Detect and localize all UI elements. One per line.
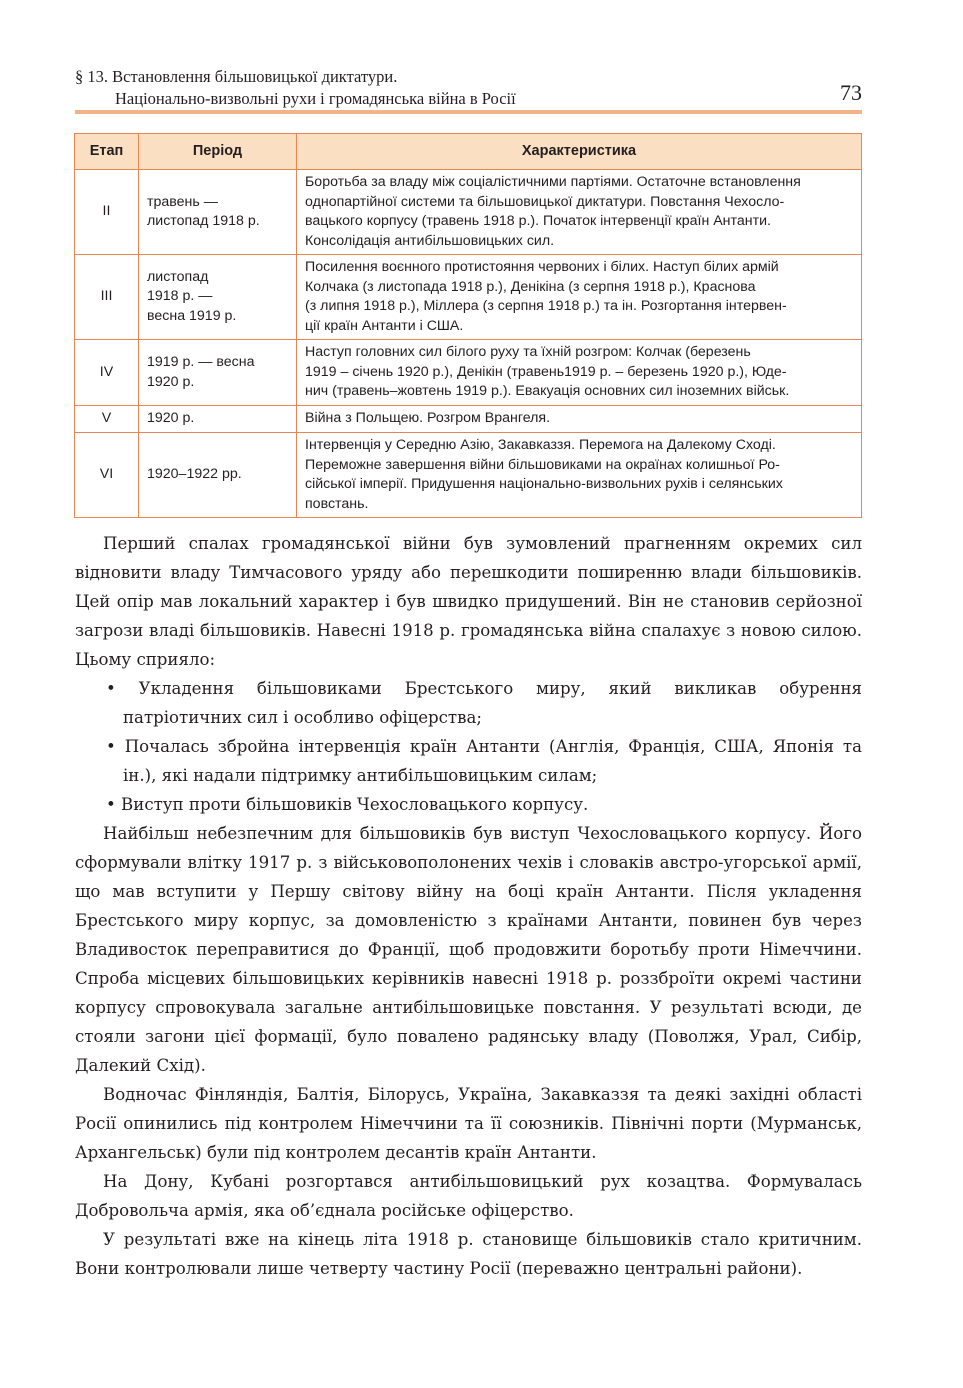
period-line: листопад 1918 р.: [147, 213, 260, 229]
characteristic-line: Боротьба за владу між соціалістичними партіями. Остаточне встановлення: [305, 174, 801, 190]
characteristic-line: (з липня 1918 р.), Міллера (з серпня 1918 р.) та ін. Розгортання інтервен-: [305, 298, 787, 314]
civil-war-stages-table: [74, 133, 862, 518]
period-line: 1919 р. — весна: [147, 354, 255, 370]
stage-cell: IV: [75, 340, 139, 406]
characteristic-line: Колчака (з листопада 1918 р.), Денікіна (з серпня 1918 р.), Краснова: [305, 278, 756, 295]
characteristic-line: ції країн Антанти і США.: [305, 317, 464, 334]
period-line: 1920 р.: [147, 410, 195, 427]
characteristic-line: повстань.: [305, 495, 369, 512]
paragraph: Водночас Фінляндія, Балтія, Білорусь, Україна, Закавказзя та деякі західні області Росії опинились під контролем Німеччини та її союзників. Північні порти (Мурманськ, Архангельськ) були під контролем десантів країн Антанти.: [75, 1085, 862, 1162]
period-line: листопад: [147, 268, 209, 285]
characteristic-line: однопартійної системи та більшовицької диктатури. Повстання Чехосло-: [305, 193, 785, 210]
paragraph: Перший спалах громадянської війни був зумовлений прагненням окремих сил відновити владу Тимчасового уряду або перешкодити поширенню влади більшовиків. Цей опір мав локальний характер і був швидко придушений. Він не становив серйозної загрози владі більшовиків. Навесні 1918 р. громадянська війна спалахує з новою силою. Цьому сприяло:: [75, 534, 862, 669]
period-cell: [139, 406, 297, 433]
paragraph: На Дону, Кубані розгортався антибільшовицький рух козацтва. Формувалась Добровольча армія, яка об’єднала російське офіцерство.: [75, 1172, 862, 1220]
paragraph: Найбільш небезпечним для більшовиків був виступ Чехословацького корпусу. Його сформували влітку 1917 р. з військовополонених чехів і словаків австро-угорської армії, що мав вступити у Першу світову війну на боці країн Антанти. Після укладення Брестського миру корпус, за домовленістю з країнами Антанти, повинен був через Владивосток переправитися до Франції, щоб продовжити боротьбу проти Німеччини. Спроба місцевих більшовицьких керівників навесні 1918 р. роззброїти окремі частини корпусу спровокувала загальне антибільшовицьке повстання. У результаті всюди, де стояли загони цієї формації, було повалено радянську владу (Поволжя, Урал, Сибір, Далекий Схід).: [75, 824, 862, 1075]
characteristic-cell: [297, 433, 862, 518]
characteristic-line: 1919 – січень 1920 р.), Денікін (травень1919 р. – березень 1920 р.), Юде-: [305, 363, 787, 380]
column-header-characteristic: Характеристика: [297, 134, 862, 170]
characteristic-line: Переможне завершення війни більшовиками на окраїнах колишньої Ро-: [305, 456, 780, 473]
period-cell: [139, 433, 297, 518]
body-text: [75, 529, 862, 1283]
running-head-section: § 13. Встановлення більшовицької диктатури.: [75, 67, 398, 86]
period-line: 1918 р. —: [147, 288, 213, 305]
period-cell: [139, 255, 297, 340]
paragraph: У результаті вже на кінець літа 1918 р. становище більшовиків стало критичним. Вони контролювали лише четверту частину Росії (переважно центральні райони).: [75, 1230, 862, 1278]
page-number: 73: [840, 80, 862, 105]
period-line: весна 1919 р.: [147, 307, 237, 324]
table-row: [75, 406, 862, 433]
table-header-row: [75, 134, 862, 170]
stage-cell: VI: [75, 433, 139, 518]
characteristic-line: нич (травень–жовтень 1919 р.). Евакуація основних сил іноземних військ.: [305, 383, 790, 400]
running-head-subtitle: Національно-визвольні рухи і громадянська війна в Росії: [115, 89, 516, 108]
period-cell: [139, 170, 297, 255]
characteristic-cell: [297, 255, 862, 340]
characteristic-line: Інтервенція у Середню Азію, Закавказзя. Перемога на Далекому Сході.: [305, 437, 776, 453]
column-header-stage: Етап: [75, 134, 139, 170]
stage-cell: II: [75, 170, 139, 255]
period-line: травень —: [147, 193, 218, 210]
bullet-item: • Укладення більшовиками Брестського миру, який викликав обурення патріотичних сил і особливо офіцерства;: [106, 679, 862, 727]
bullet-item: • Виступ проти більшовиків Чехословацького корпусу.: [106, 795, 589, 814]
stage-cell: III: [75, 255, 139, 340]
stage-cell: V: [75, 406, 139, 433]
table-row: [75, 255, 862, 340]
column-header-period: Період: [139, 134, 297, 170]
characteristic-cell: [297, 170, 862, 255]
characteristic-line: Консолідація антибільшовицьких сил.: [305, 232, 555, 249]
characteristic-line: Війна з Польщею. Розгром Врангеля.: [305, 410, 551, 427]
header-divider: [75, 110, 862, 114]
characteristic-line: вацького корпусу (травень 1918 р.). Початок інтервенції країн Антанти.: [305, 213, 771, 229]
characteristic-line: Посилення воєнного протистояння червоних і білих. Наступ білих армій: [305, 259, 779, 275]
characteristic-cell: [297, 406, 862, 433]
period-line: 1920–1922 рр.: [147, 466, 242, 483]
characteristic-cell: [297, 340, 862, 406]
characteristic-line: сійської імперії. Придушення національно-визвольних рухів і селянських: [305, 476, 783, 492]
table-row: [75, 433, 862, 518]
running-head: [75, 66, 865, 110]
table-row: [75, 340, 862, 406]
characteristic-line: Наступ головних сил білого руху та їхній розгром: Колчак (березень: [305, 344, 751, 361]
table-row: [75, 170, 862, 255]
bullet-item: • Почалась збройна інтервенція країн Антанти (Англія, Франція, США, Японія та ін.), які надали підтримку антибільшовицьким силам;: [106, 737, 862, 785]
period-cell: [139, 340, 297, 406]
period-line: 1920 р.: [147, 373, 195, 390]
